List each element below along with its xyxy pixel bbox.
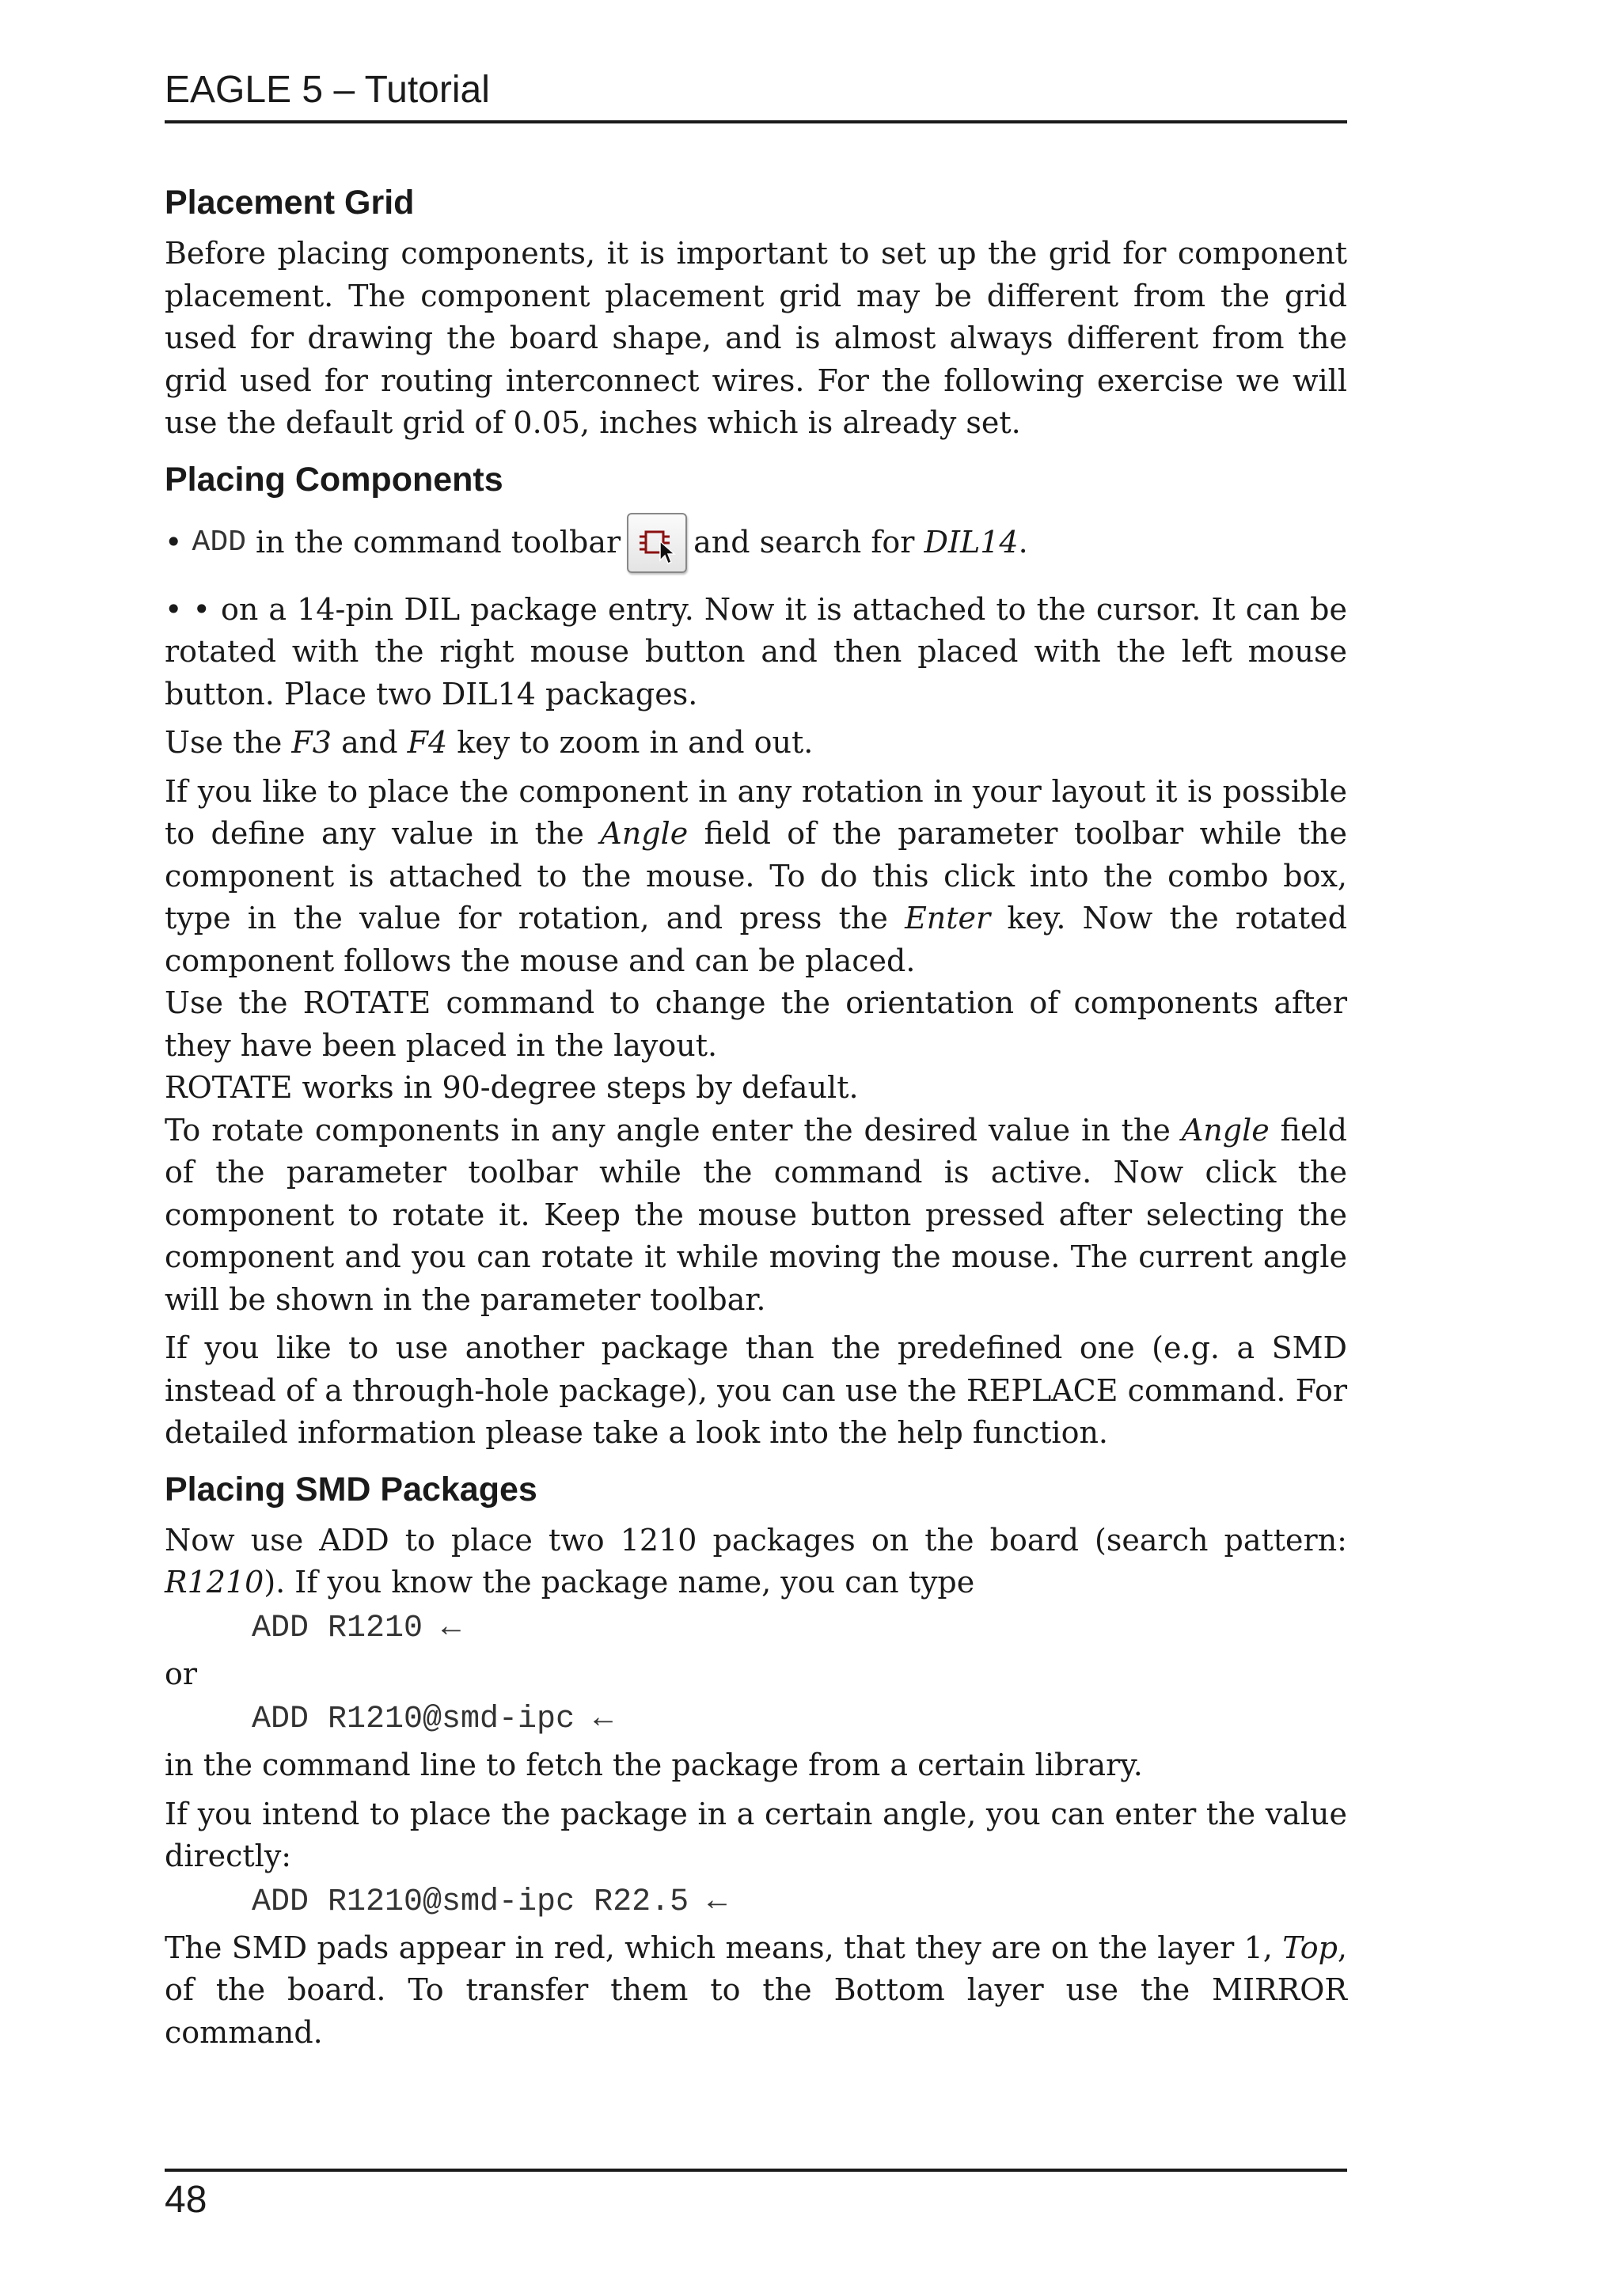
heading-placing-smd: Placing SMD Packages: [165, 1470, 537, 1509]
paragraph-zoom: [165, 722, 1347, 765]
code-line-1: ADD R1210 ←: [252, 1610, 461, 1646]
paragraph-smd-red: [165, 1927, 1347, 2055]
bullet-mark: •: [165, 524, 183, 560]
header-title: EAGLE 5 – Tutorial: [165, 69, 490, 111]
zoom-and: and: [341, 725, 398, 760]
rot1-text-b: field of the parameter toolbar while the component is attached to the mouse. To do this click into the combo box, type in the value for rotation, and press the: [165, 816, 1347, 935]
rot1-text-a: If you like to place the component in any rotation in your layout it is possible to define any value in the: [165, 773, 1347, 851]
header-rule: [165, 120, 1347, 123]
paragraph-rotate-command: Use the ROTATE command to change the orientation of components after they have been placed in the layout.: [165, 985, 1347, 1063]
paragraph-double-click: • • on a 14-pin DIL package entry. Now it is attached to the cursor. It can be rotated with the right mouse button and then placed with the left mouse button. Place two DIL14 packages.: [165, 591, 1347, 712]
add-text-a: in the command toolbar: [256, 524, 621, 560]
add-bullet: [165, 503, 1347, 583]
paragraph-placement-grid: Before placing components, it is important to set up the grid for component placement. The component placement grid may be different from the grid used for drawing the board shape, and is almost always different from the grid used for routing interconnect wires. For the following exercise we will use the default grid of 0.05, inches which is already set.: [165, 236, 1347, 440]
zoom-text-a: Use the: [165, 725, 283, 760]
paragraph-rotation-angle: [165, 771, 1347, 983]
smd-red-a: The SMD pads appear in red, which means, that they are on the layer 1,: [165, 1930, 1273, 1965]
rot1-text-c: key. Now the rotated component follows the mouse and can be placed.: [165, 901, 1347, 978]
paragraph-rotate-steps: ROTATE works in 90-degree steps by default.: [165, 1070, 859, 1105]
rot1-angle: Angle: [600, 816, 689, 851]
smd-intro-a: Now use ADD to place two 1210 packages on the board (search pattern:: [165, 1522, 1347, 1558]
code-line-2: ADD R1210@smd-ipc ←: [252, 1702, 613, 1737]
zoom-f3: F3: [291, 725, 332, 760]
code-line-3: ADD R1210@smd-ipc R22.5 ←: [252, 1884, 727, 1920]
add-search-term: DIL14: [924, 524, 1019, 560]
rot4-text-b: field of the parameter toolbar while the command is active. Now click the component to rotate it. Keep the mouse button pressed after selecting the component and you can rotate it while moving the mouse. The current angle will be shown in the parameter toolbar.: [165, 1112, 1347, 1317]
page-number: 48: [165, 2179, 207, 2221]
zoom-text-b: key to zoom in and out.: [457, 725, 814, 760]
add-text-b: and search for: [693, 524, 915, 560]
heading-placement-grid: Placement Grid: [165, 184, 415, 222]
smd-red-top: Top: [1282, 1930, 1338, 1965]
paragraph-fetch: in the command line to fetch the package from a certain library.: [165, 1748, 1143, 1782]
paragraph-smd-intro: [165, 1520, 1347, 1604]
paragraph-angle-intro: If you intend to place the package in a certain angle, you can enter the value directly:: [165, 1796, 1347, 1873]
paragraph-rotate-any-angle: [165, 1110, 1347, 1322]
rot4-text-a: To rotate components in any angle enter the desired value in the: [165, 1112, 1171, 1148]
rot4-angle: Angle: [1181, 1112, 1270, 1148]
text-or: or: [165, 1656, 198, 1691]
footer-rule: [165, 2169, 1347, 2172]
smd-intro-b: ). If you know the package name, you can type: [264, 1565, 975, 1600]
rot1-enter: Enter: [905, 901, 991, 935]
add-component-icon[interactable]: [627, 513, 687, 573]
page-content: [165, 179, 1347, 2054]
smd-intro-pattern: R1210: [165, 1565, 264, 1600]
heading-placing-components: Placing Components: [165, 460, 503, 499]
paragraph-replace: If you like to use another package than the predefined one (e.g. a SMD instead of a through-hole package), you can use the REPLACE command. For detailed information please take a look into the help function.: [165, 1330, 1347, 1450]
add-period: .: [1018, 524, 1028, 560]
smd-red-b: , of the board. To transfer them to the Bottom layer use the MIRROR command.: [165, 1930, 1347, 2050]
add-command: ADD: [192, 525, 246, 560]
zoom-f4: F4: [407, 725, 448, 760]
